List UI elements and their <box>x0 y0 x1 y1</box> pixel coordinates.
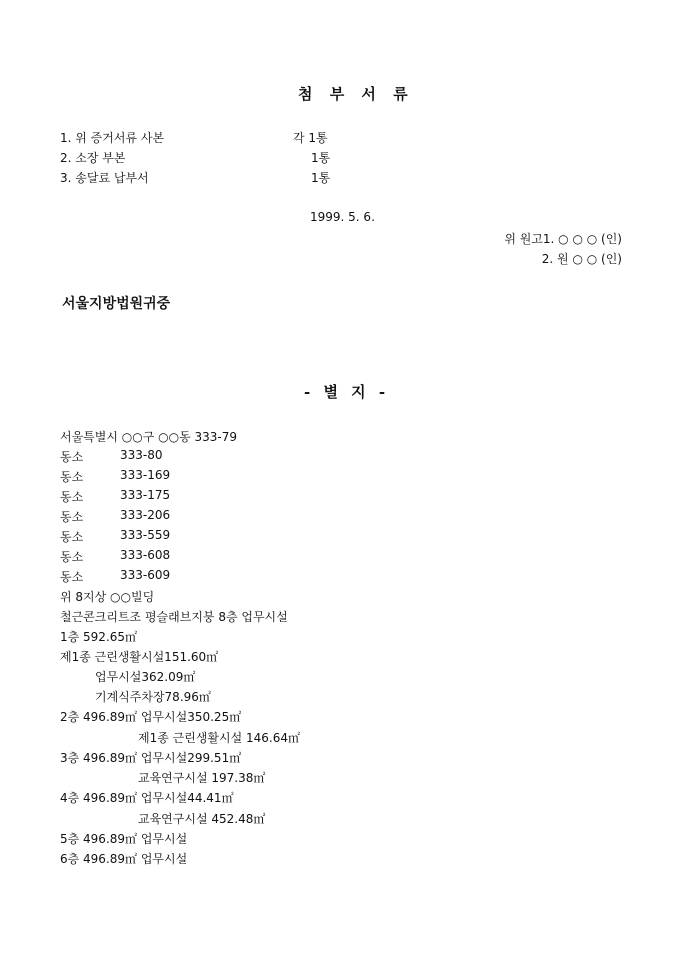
lot-number: 333-80 <box>120 448 163 462</box>
attachment-item-label: 2. 소장 부본 <box>60 151 126 165</box>
lot-label: 동소 <box>60 470 84 484</box>
attachment-item-count: 1통 <box>311 171 331 185</box>
lot-label: 동소 <box>60 570 84 584</box>
floor-use-line: 제1종 근린생활시설151.60㎡ <box>60 650 219 664</box>
signer-line: 위 원고1. ○ ○ ○ (인) <box>504 232 622 246</box>
lot-number: 333-608 <box>120 548 171 562</box>
attachments-title: 첨 부 서 류 <box>298 85 414 103</box>
floor-use-line: 교육연구시설 197.38㎡ <box>138 771 266 785</box>
floor-line: 6층 496.89㎡ 업무시설 <box>60 852 188 866</box>
document-date: 1999. 5. 6. <box>310 210 375 224</box>
floor-use-line: 기계식주차장78.96㎡ <box>95 690 211 704</box>
court-addressee: 서울지방법원귀중 <box>62 296 171 312</box>
lot-number: 333-206 <box>120 508 171 522</box>
attachment-item-label: 3. 송달료 납부서 <box>60 171 149 185</box>
lot-number: 333-609 <box>120 568 171 582</box>
annex-address: 서울특별시 ○○구 ○○동 333-79 <box>60 430 237 444</box>
lot-label: 동소 <box>60 530 84 544</box>
floor-line: 3층 496.89㎡ 업무시설299.51㎡ <box>60 751 242 765</box>
attachment-item-count: 1통 <box>311 151 331 165</box>
annex-title: - 별 지 - <box>304 383 390 401</box>
building-structure: 철근콘크리트조 평슬래브지붕 8층 업무시설 <box>60 610 288 624</box>
attachment-item-label: 1. 위 증거서류 사본 <box>60 131 165 145</box>
floor-line: 2층 496.89㎡ 업무시설350.25㎡ <box>60 710 242 724</box>
floor-line: 1층 592.65㎡ <box>60 630 138 644</box>
lot-label: 동소 <box>60 550 84 564</box>
floor-use-line: 업무시설362.09㎡ <box>95 670 196 684</box>
lot-label: 동소 <box>60 490 84 504</box>
lot-number: 333-169 <box>120 468 171 482</box>
attachment-item-count: 각 1통 <box>293 131 328 145</box>
floor-use-line: 제1종 근린생활시설 146.64㎡ <box>138 731 300 745</box>
floor-line: 5층 496.89㎡ 업무시설 <box>60 832 188 846</box>
building-name: 위 8지상 ○○빌딩 <box>60 590 155 604</box>
lot-number: 333-175 <box>120 488 171 502</box>
floor-use-line: 교육연구시설 452.48㎡ <box>138 812 266 826</box>
lot-label: 동소 <box>60 510 84 524</box>
floor-line: 4층 496.89㎡ 업무시설44.41㎡ <box>60 791 234 805</box>
lot-label: 동소 <box>60 450 84 464</box>
lot-number: 333-559 <box>120 528 171 542</box>
signer-line: 2. 원 ○ ○ (인) <box>541 252 622 266</box>
